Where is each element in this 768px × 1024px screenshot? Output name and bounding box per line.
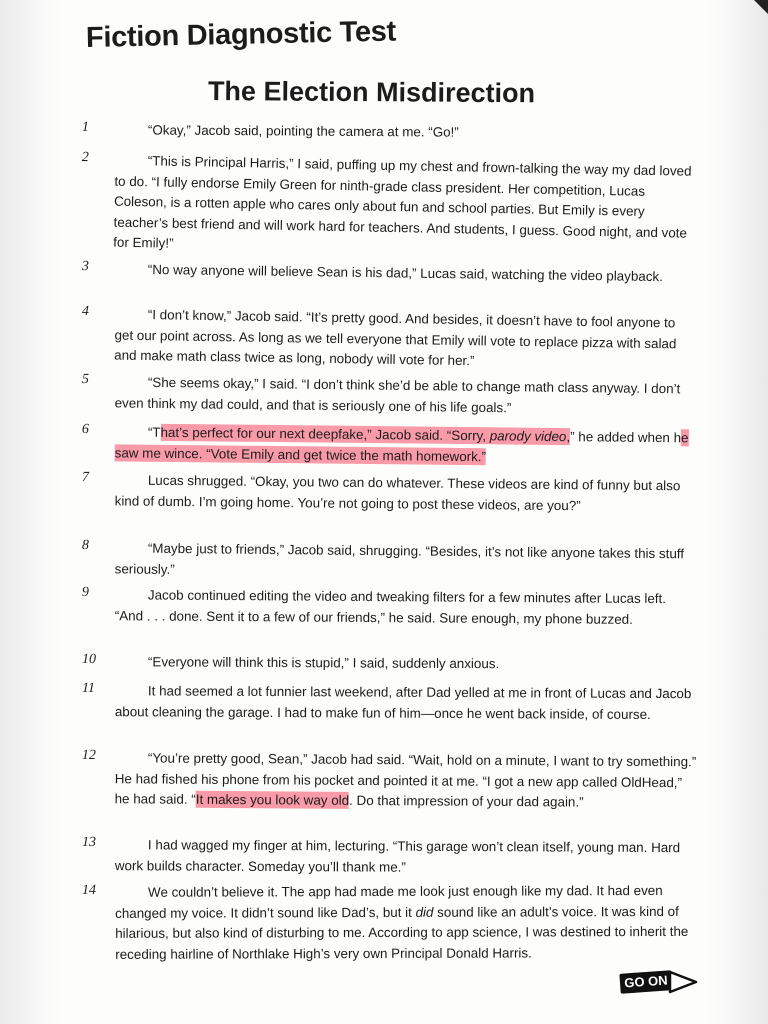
paragraph-text [115, 681, 697, 725]
text-run: sound like an adult’s voice. It was kind of hilarious, but also kind of disturbing to me. According to app science, I was destined to inherit the receding hairline of Northlake High’s very own Principal Donald Harris. [115, 903, 689, 962]
paragraph-text [115, 835, 697, 879]
paragraph-5 [81, 372, 701, 421]
paragraph-text [114, 305, 697, 376]
paragraph-text [115, 585, 697, 630]
paragraph-2 [80, 150, 702, 264]
text-run: “I don’t know,” Jacob said. “It’s pretty good. And besides, it doesn’t have to fool anyone to get our point across. As long as we tell everyone that Emily will vote to replace pizza with salad and make math class twice as long, nobody will vote for her.” [114, 307, 677, 369]
text-run: “She seems okay,” I said. “I don’t think she’d be able to change math class anyway. I don’t even think my dad could, and that is seriously one of his life goals.” [114, 374, 681, 415]
go-on-badge [620, 970, 698, 994]
paragraph-10 [82, 652, 702, 676]
paragraph-4 [81, 304, 702, 375]
paragraph-text [115, 881, 697, 965]
paragraph-text [115, 422, 697, 469]
paragraph-7 [82, 470, 702, 517]
paragraph-3 [82, 259, 702, 288]
paragraph-text [115, 538, 697, 585]
page-corner [754, 0, 768, 14]
paragraph-number: 11 [81, 681, 95, 697]
text-run: We couldn’t believe it. The app had made me look just enough like my dad. It had even changed my voice. It didn’t sound like Dad’s, but it [115, 882, 663, 921]
text-run: “Okay,” Jacob said, pointing the camera at me. “Go!” [147, 122, 459, 140]
text-run: “Maybe just to friends,” Jacob said, shrugging. “Besides, it’s not like anyone takes this stuff seriously.” [114, 540, 685, 577]
paragraph-text [115, 120, 697, 145]
paragraph-number: 3 [81, 259, 89, 275]
highlighted-text: e saw me wince. “Vote Emily and get twice the math homework.” [114, 430, 689, 464]
paragraph-9 [82, 585, 702, 630]
paragraph-text [115, 470, 697, 517]
paragraph-number: 2 [81, 150, 89, 166]
text-run: “No way anyone will believe Sean is his dad,” Lucas said, watching the video playback. [147, 261, 664, 285]
story-title: The Election Misdirection [207, 76, 536, 109]
paragraph-text [115, 259, 697, 288]
paragraph-1 [82, 120, 702, 145]
text-run: Jacob continued editing the video and tweaking filters for a few minutes after Lucas left. “And . . . done. Sent it to a few of our friends,” he said. Sure enough, my phone buzzed. [114, 587, 667, 627]
text-run: “This is Principal Harris,” I said, puffing up my chest and frown-talking the way my dad loved to do. “I fully endorse Emily Green for ninth-grade class president. Her competition, Lucas Coleson, is a rotten apple who cares only about fun and school parties. But Emily is every teacher’s best friend and will work hard for teachers. And students, I guess. Good night, and vote for Emily!” [113, 153, 692, 251]
paragraph-text [113, 151, 697, 265]
paragraph-number: 12 [81, 748, 96, 764]
highlighted-text: , [566, 429, 571, 445]
paragraph-text [114, 372, 696, 420]
paragraph-number: 8 [81, 538, 89, 554]
highlighted-text: It makes you look way old [195, 791, 350, 808]
text-run: It had seemed a lot funnier last weekend, after Dad yelled at me in front of Lucas and Jacob about cleaning the garage. I had to make fun of him—once he went back inside, of course. [114, 683, 692, 722]
paragraph-number: 7 [81, 470, 89, 486]
paragraph-number: 5 [81, 372, 89, 388]
text-run: Lucas shrugged. “Okay, you two can do whatever. These videos are kind of funny but also kind of dumb. I’m going home. You’re not going to post these videos, are you?” [114, 472, 681, 513]
text-run: did [415, 904, 434, 920]
arrow-right-icon [668, 970, 698, 994]
highlighted-text: parody video [489, 428, 567, 445]
paragraph-number: 13 [81, 835, 96, 851]
highlighted-text: hat’s perfect for our next deepfake,” Jacob said. “Sorry, [160, 424, 490, 444]
worksheet-page [68, 0, 710, 1024]
text-run: I had wagged my finger at him, lecturing. “This garage won’t clean itself, young man. Hard work builds character. Someday you’ll thank me.” [114, 837, 681, 875]
paragraph-text [115, 748, 697, 814]
text-run: . Do that impression of your dad again.” [349, 792, 584, 810]
paragraph-11 [82, 681, 702, 725]
text-run: ” he added when h [570, 429, 682, 446]
paragraph-number: 9 [81, 585, 89, 601]
paragraph-number: 1 [81, 120, 89, 136]
paragraph-number: 10 [81, 652, 96, 668]
text-run: “T [147, 424, 161, 440]
paragraph-6 [82, 422, 702, 469]
paragraph-8 [82, 538, 702, 585]
paragraph-number: 4 [81, 304, 89, 320]
paragraph-14 [82, 881, 702, 965]
text-run: “Everyone will think this is stupid,” I said, suddenly anxious. [147, 654, 500, 672]
text-run: “You’re pretty good, Sean,” Jacob had said. “Wait, hold on a minute, I want to try something.” He had fished his phone from his pocket and pointed it at me. “I got a new app called OldHead,” he had said. “ [114, 750, 697, 807]
scan-edge-right [708, 0, 768, 1024]
paragraph-12 [82, 748, 702, 814]
paragraph-text [115, 652, 697, 676]
paragraph-number: 6 [81, 422, 89, 438]
paragraph-number: 14 [82, 882, 97, 898]
test-title: Fiction Diagnostic Test [85, 15, 397, 54]
paragraph-13 [82, 835, 702, 879]
scan-edge-left [0, 0, 60, 1024]
go-on-label: GO ON [619, 970, 672, 994]
